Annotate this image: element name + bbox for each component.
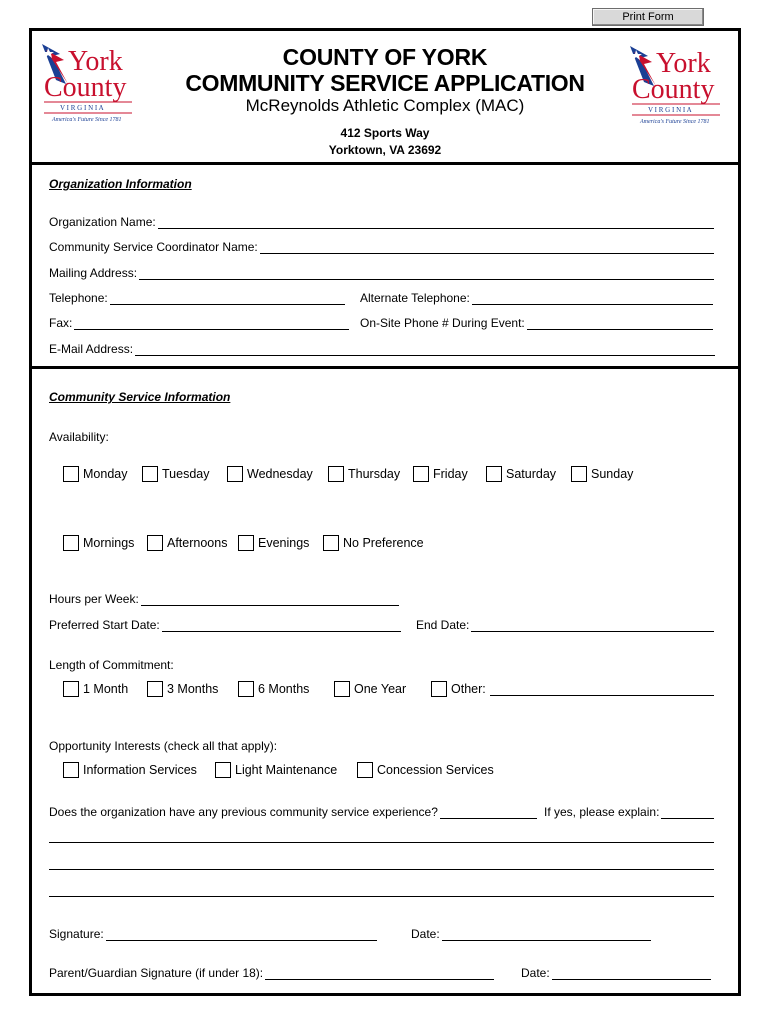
guardian-signature-label: Parent/Guardian Signature (if under 18): [49, 966, 264, 980]
guardian-row [49, 964, 494, 980]
explain-line-3[interactable] [49, 896, 714, 897]
checkbox-wednesday[interactable]: Wednesday [227, 466, 313, 482]
signature-date-field[interactable] [442, 928, 651, 941]
hours-label: Hours per Week: [49, 592, 139, 606]
checkbox-monday[interactable]: Monday [63, 466, 127, 482]
logo-word-york: York [68, 46, 123, 77]
checkbox-6-months[interactable]: 6 Months [238, 681, 309, 697]
mailing-field[interactable] [139, 267, 714, 280]
checkbox-box[interactable] [147, 681, 163, 697]
email-field[interactable] [135, 343, 715, 356]
experience-row [49, 803, 537, 819]
checkbox-box[interactable] [142, 466, 158, 482]
logo-word-york: York [656, 48, 711, 79]
logo-word-county: County [44, 72, 127, 103]
checkbox-other[interactable]: Other: [431, 681, 486, 697]
checkbox-box[interactable] [63, 681, 79, 697]
checkbox-box[interactable] [334, 681, 350, 697]
checkbox-saturday[interactable]: Saturday [486, 466, 556, 482]
start-date-label: Preferred Start Date: [49, 618, 160, 632]
end-date-label: End Date: [416, 618, 470, 632]
signature-label: Signature: [49, 927, 104, 941]
checkbox-3-months[interactable]: 3 Months [147, 681, 218, 697]
checkbox-box[interactable] [413, 466, 429, 482]
checkbox-one-year[interactable]: One Year [334, 681, 406, 697]
checkbox-information-services[interactable]: Information Services [63, 762, 197, 778]
checkbox-box[interactable] [147, 535, 163, 551]
fax-field[interactable] [74, 317, 349, 330]
checkbox-box[interactable] [215, 762, 231, 778]
organization-section-title: Organization Information [49, 177, 192, 191]
hours-row [49, 590, 399, 606]
start-date-row [49, 616, 401, 632]
guardian-date-label: Date: [521, 966, 550, 980]
address-city: Yorktown, VA 23692 [328, 143, 442, 157]
coordinator-row [49, 238, 714, 254]
fax-row [49, 314, 349, 330]
guardian-date-row [521, 964, 711, 980]
logo-tagline: America's Future Since 1781 [640, 119, 710, 125]
telephone-label: Telephone: [49, 291, 108, 305]
checkbox-no-preference[interactable]: No Preference [323, 535, 424, 551]
onsite-phone-row [360, 314, 713, 330]
email-row [49, 340, 715, 356]
checkbox-box[interactable] [571, 466, 587, 482]
checkbox-box[interactable] [357, 762, 373, 778]
checkbox-afternoons[interactable]: Afternoons [147, 535, 227, 551]
org-name-row [49, 213, 714, 229]
address-street: 412 Sports Way [340, 126, 430, 140]
telephone-field[interactable] [110, 292, 345, 305]
end-date-field[interactable] [471, 619, 714, 632]
guardian-date-field[interactable] [552, 967, 711, 980]
checkbox-tuesday[interactable]: Tuesday [142, 466, 209, 482]
checkbox-box[interactable] [63, 535, 79, 551]
checkbox-box[interactable] [227, 466, 243, 482]
checkbox-box[interactable] [431, 681, 447, 697]
signature-date-row [411, 925, 651, 941]
guardian-signature-field[interactable] [265, 967, 494, 980]
logo-word-county: County [632, 74, 715, 105]
checkbox-concession-services[interactable]: Concession Services [357, 762, 494, 778]
org-name-label: Organization Name: [49, 215, 156, 229]
explain-line-1[interactable] [49, 842, 714, 843]
signature-row [49, 925, 377, 941]
alt-telephone-row [360, 289, 713, 305]
checkbox-box[interactable] [486, 466, 502, 482]
length-label: Length of Commitment: [49, 658, 174, 672]
checkbox-box[interactable] [323, 535, 339, 551]
checkbox-box[interactable] [328, 466, 344, 482]
signature-date-label: Date: [411, 927, 440, 941]
onsite-phone-field[interactable] [527, 317, 713, 330]
mailing-label: Mailing Address: [49, 266, 138, 280]
checkbox-1-month[interactable]: 1 Month [63, 681, 128, 697]
explain-row [544, 803, 714, 819]
checkbox-sunday[interactable]: Sunday [571, 466, 633, 482]
form-subtitle: McReynolds Athletic Complex (MAC) [245, 96, 525, 115]
email-label: E-Mail Address: [49, 342, 134, 356]
availability-label: Availability: [49, 430, 109, 444]
checkbox-box[interactable] [238, 681, 254, 697]
checkbox-mornings[interactable]: Mornings [63, 535, 134, 551]
checkbox-friday[interactable]: Friday [413, 466, 468, 482]
alt-telephone-label: Alternate Telephone: [360, 291, 470, 305]
checkbox-box[interactable] [63, 466, 79, 482]
logo-state: V I R G I N I A [648, 106, 692, 114]
interests-label: Opportunity Interests (check all that apply): [49, 739, 278, 753]
coordinator-label: Community Service Coordinator Name: [49, 240, 258, 254]
checkbox-light-maintenance[interactable]: Light Maintenance [215, 762, 337, 778]
alt-telephone-field[interactable] [472, 292, 713, 305]
signature-field[interactable] [106, 928, 377, 941]
form-title-line2: COMMUNITY SERVICE APPLICATION [185, 70, 585, 96]
experience-field[interactable] [440, 806, 537, 819]
fax-label: Fax: [49, 316, 73, 330]
service-section-title: Community Service Information [49, 390, 231, 404]
checkbox-box[interactable] [63, 762, 79, 778]
checkbox-box[interactable] [238, 535, 254, 551]
other-length-field[interactable] [490, 683, 714, 696]
explain-label: If yes, please explain: [544, 805, 660, 819]
onsite-phone-label: On-Site Phone # During Event: [360, 316, 525, 330]
explain-line-2[interactable] [49, 869, 714, 870]
coordinator-field[interactable] [260, 241, 714, 254]
hours-field[interactable] [141, 593, 399, 606]
start-date-field[interactable] [162, 619, 401, 632]
checkbox-evenings[interactable]: Evenings [238, 535, 309, 551]
telephone-row [49, 289, 345, 305]
org-name-field[interactable] [158, 216, 714, 229]
logo-state: V I R G I N I A [60, 104, 104, 112]
mailing-row [49, 264, 714, 280]
end-date-row [416, 616, 714, 632]
experience-question: Does the organization have any previous community service experience? [49, 805, 438, 819]
form-title-line1: COUNTY OF YORK [282, 44, 488, 70]
print-form-button[interactable]: Print Form [592, 8, 704, 26]
logo-tagline: America's Future Since 1781 [52, 117, 122, 123]
checkbox-thursday[interactable]: Thursday [328, 466, 400, 482]
explain-field[interactable] [661, 806, 714, 819]
